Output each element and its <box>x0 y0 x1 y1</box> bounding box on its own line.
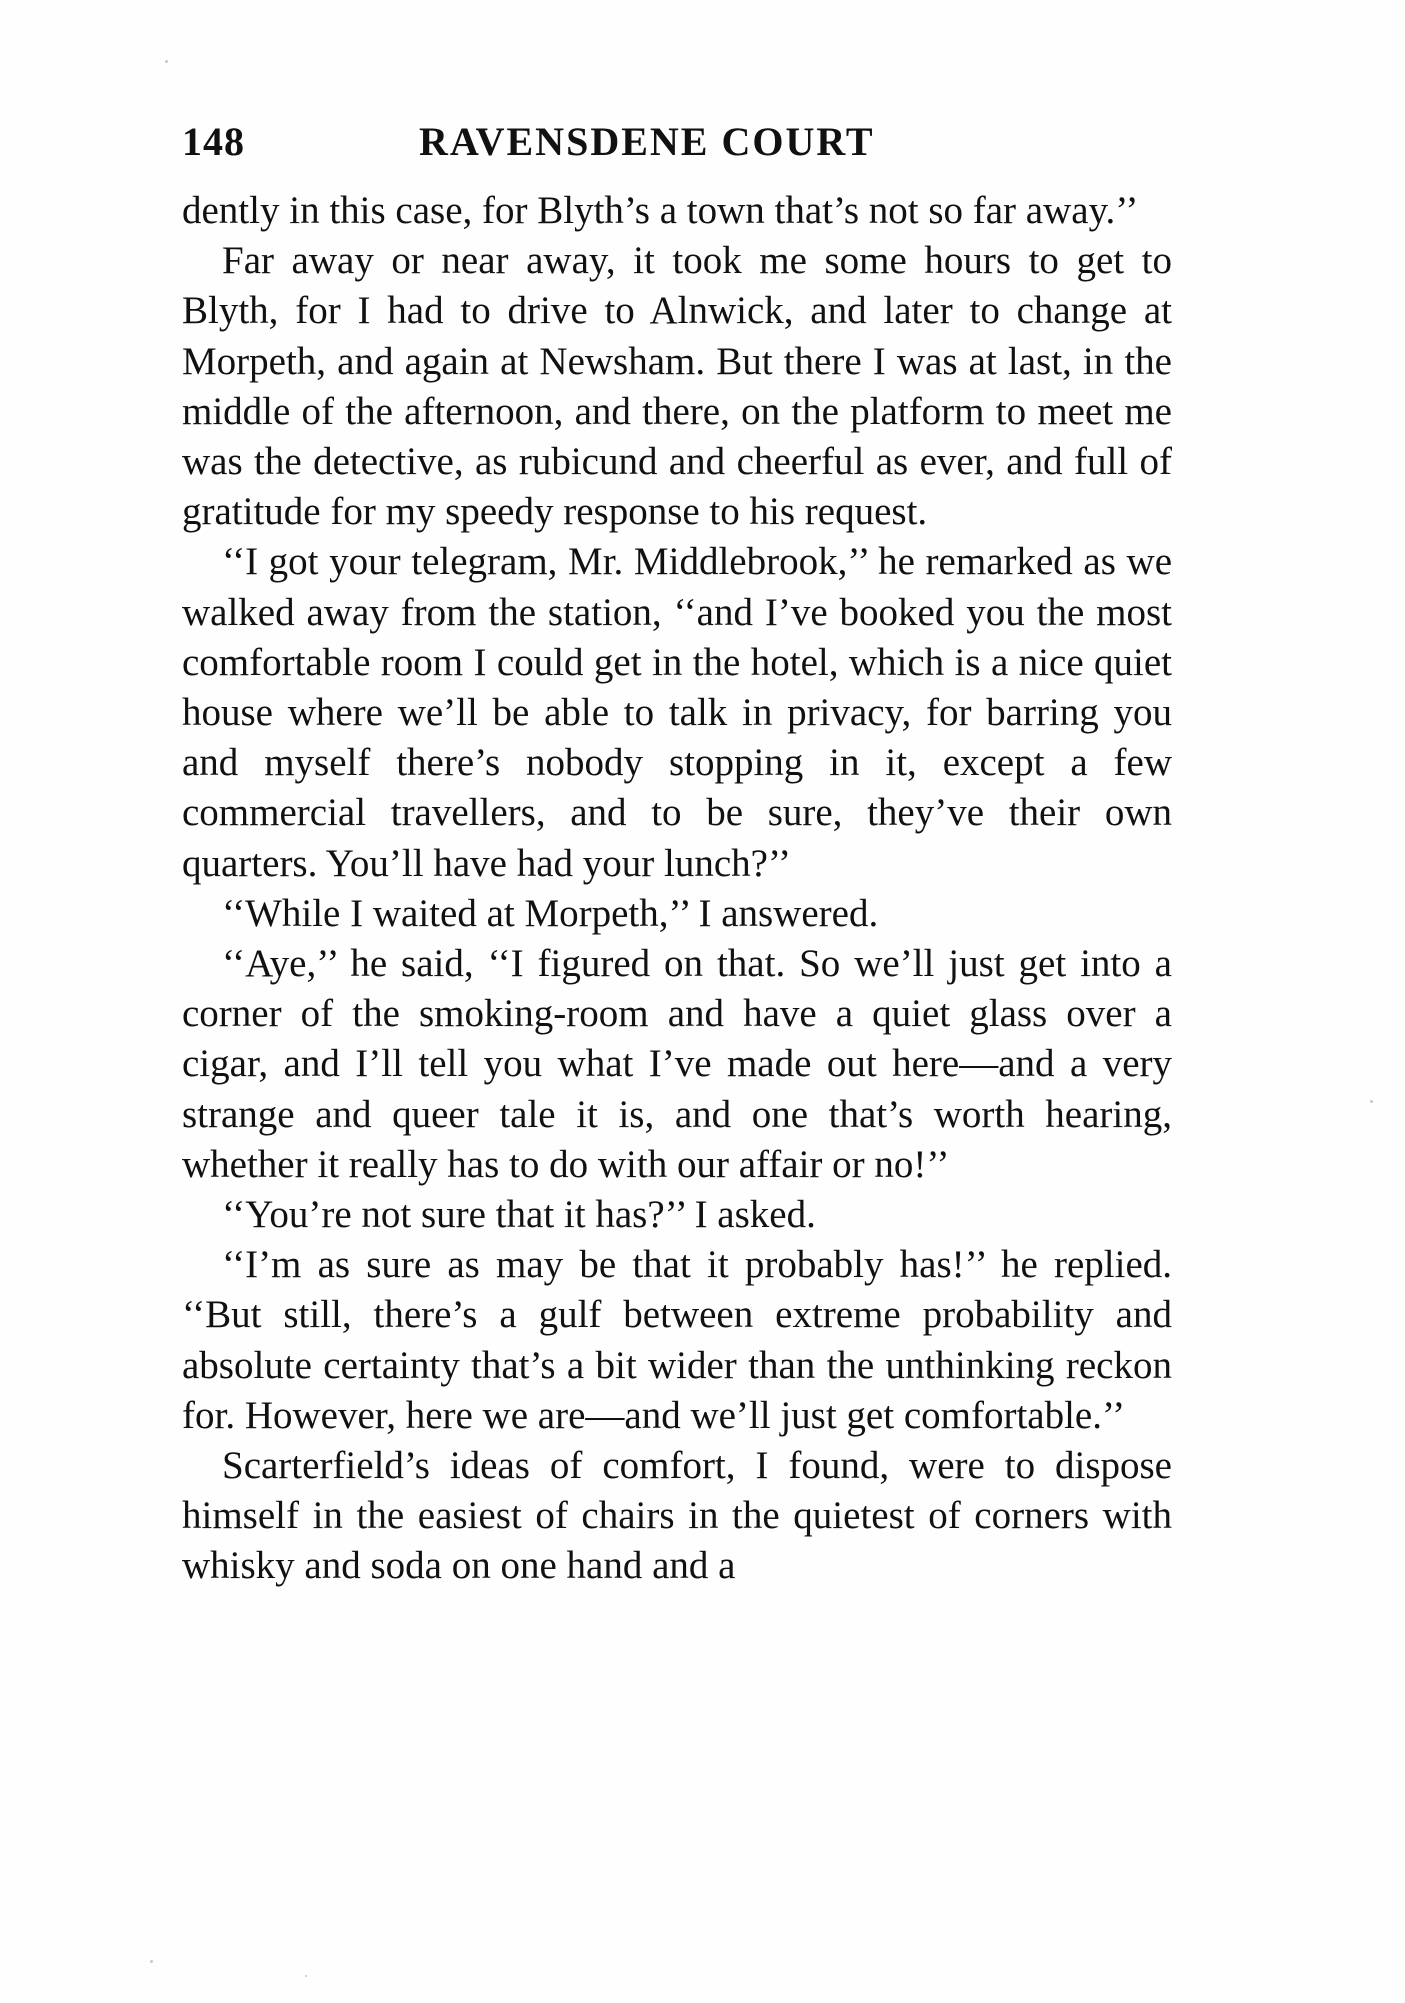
page-header <box>182 118 1182 168</box>
paper-speck <box>165 60 168 63</box>
paragraph: Far away or near away, it took me some hours to get to Blyth, for I had to drive to Alnwick, and later to change at Morpeth, and again at Newsham. But there I was at last, in the middle of the afternoon, and there, on the platform to meet me was the detective, as rubicund and cheerful as ever, and full of gratitude for my speedy response to his request. <box>182 239 1172 534</box>
paragraph: Scarterfield’s ideas of comfort, I found, were to dispose himself in the easiest of chairs in the quietest of corners with whisky and soda on one hand and a <box>182 1444 1172 1588</box>
paragraph: ‘‘I’m as sure as may be that it probably has!’’ he replied. ‘‘But still, there’s a gulf between extreme probability and absolute certainty that’s a bit wider than the unthinking reckon for. However, here we are—and we’ll just get comfortable.’’ <box>182 1243 1172 1437</box>
running-title: RAVENSDENE COURT <box>419 119 875 164</box>
paragraph: ‘‘You’re not sure that it has?’’ I asked. <box>222 1193 816 1237</box>
body-text <box>182 186 1172 1592</box>
paragraph-continued: dently in this case, for Blyth’s a town that’s not so far away.’’ <box>182 189 1139 232</box>
paragraph: ‘‘I got your telegram, Mr. Middlebrook,’’ he remarked as we walked away from the station, ‘‘and I’ve booked you the most comfortable room I could get in the hotel, which is a nice quiet house where we’ll be able to talk in privacy, for barring you and myself there’s nobody stopping in it, except a few commercial travellers, and to be sure, they’ve their own quarters. You’ll have had your lunch?’’ <box>182 540 1172 885</box>
page-number: 148 <box>182 119 245 164</box>
paragraph: ‘‘While I waited at Morpeth,’’ I answered. <box>222 891 879 935</box>
paragraph: ‘‘Aye,’’ he said, ‘‘I figured on that. So we’ll just get into a corner of the smoking-room and have a quiet glass over a cigar, and I’ll tell you what I’ve made out here—and a very strange and queer tale it is, and one that’s worth hearing, whether it really has to do with our affair or no!’’ <box>182 942 1172 1186</box>
paper-speck <box>1370 1100 1373 1103</box>
paper-speck <box>305 1975 307 1977</box>
paper-speck <box>150 1960 153 1963</box>
